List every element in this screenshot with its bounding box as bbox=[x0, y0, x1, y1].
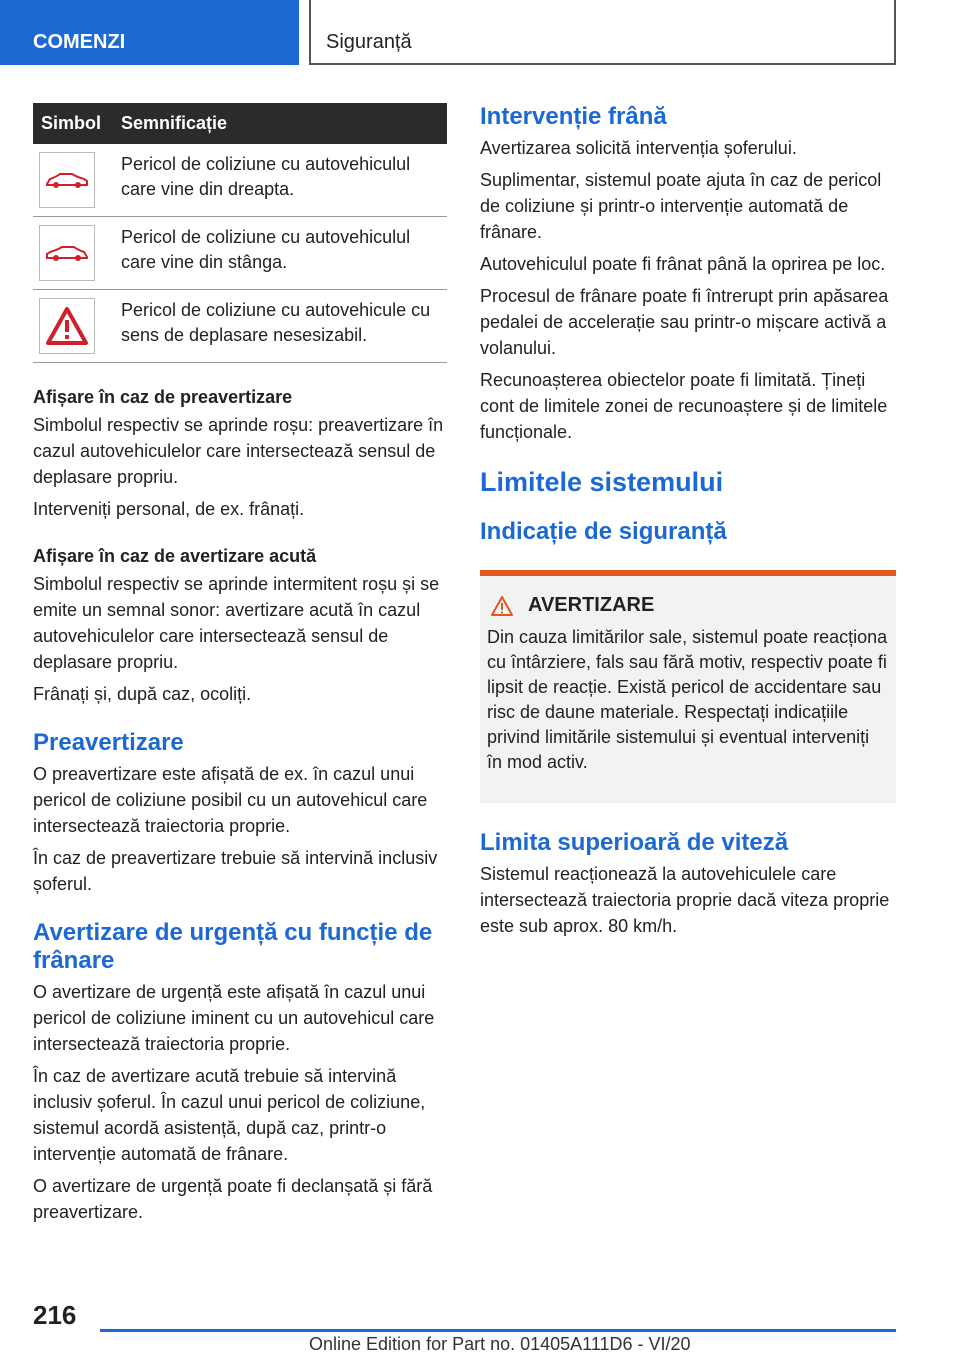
subheading-acute-display: Afișare în caz de avertizare acută bbox=[33, 546, 317, 566]
paragraph: O preavertizare este afișată de ex. în cazul unui pericol de coliziune posibil cu un autovehicul care intersectează traiectoria proprie. bbox=[33, 764, 428, 836]
table-row bbox=[33, 144, 447, 217]
paragraph: Simbolul respectiv se aprinde roșu: preavertizare în cazul autovehiculelor care intersectează sensul de deplasare propriu. bbox=[33, 415, 444, 487]
paragraph: În caz de avertizare acută trebuie să intervină inclusiv șoferul. În cazul unui pericol de coliziune, sistemul acordă asistență, după caz, printr-o intervenție automată de frânare. bbox=[33, 1066, 426, 1164]
paragraph: Frânați și, după caz, ocoliți. bbox=[33, 684, 252, 704]
car-right-icon bbox=[39, 152, 95, 208]
paragraph: O avertizare de urgență este afișată în cazul unui pericol de coliziune iminent cu un autovehicul care intersectează traiectoria proprie. bbox=[33, 982, 435, 1054]
paragraph: Procesul de frânare poate fi întrerupt prin apăsarea pedalei de accelerație sau printr-o mișcare activă a volanului. bbox=[480, 286, 889, 358]
paragraph: Simbolul respectiv se aprinde intermitent roșu și se emite un semnal sonor: avertizare acută în cazul autovehiculelor care intersectează sensul de deplasare propriu. bbox=[33, 574, 440, 672]
warning-title: AVERTIZARE bbox=[528, 594, 655, 616]
left-column bbox=[33, 103, 447, 1231]
col-meaning-header: Semnificație bbox=[121, 103, 447, 144]
chapter-title: Siguranță bbox=[311, 0, 896, 65]
table-row bbox=[33, 217, 447, 290]
subheading-preavertizare-display: Afișare în caz de preavertizare bbox=[33, 387, 293, 407]
warning-triangle-icon bbox=[490, 595, 514, 617]
paragraph: Interveniți personal, de ex. frânați. bbox=[33, 499, 305, 519]
col-symbol-header: Simbol bbox=[33, 103, 121, 144]
table-cell-meaning: Pericol de coliziune cu autovehiculul care vine din stânga. bbox=[121, 217, 447, 290]
heading-urgent-warning: Avertizare de urgență cu funcție de frânare bbox=[33, 919, 433, 974]
heading-system-limits: Limitele sistemului bbox=[480, 467, 724, 497]
heading-preavertizare: Preavertizare bbox=[33, 729, 184, 756]
paragraph: O avertizare de urgență poate fi declanșată și fără preavertizare. bbox=[33, 1176, 433, 1222]
paragraph: Suplimentar, sistemul poate ajuta în caz de pericol de coliziune și printr-o intervenție automată de frânare. bbox=[480, 170, 882, 242]
heading-brake-intervention: Intervenție frână bbox=[480, 103, 667, 130]
heading-safety-note: Indicație de siguranță bbox=[480, 518, 727, 545]
table-cell-meaning: Pericol de coliziune cu autovehicule cu sens de deplasare nesesizabil. bbox=[121, 290, 447, 363]
page-number: 216 bbox=[33, 1300, 77, 1330]
car-left-icon bbox=[39, 225, 95, 281]
warning-text: Din cauza limitărilor sale, sistemul poate reacționa cu întârziere, fals sau fără motiv, respectiv poate fi lipsit de reacție. Există pericol de accidentare sau risc de daune materiale. Respectați indicațiile privind limitările sistemului și eventual interveniți în mod activ. bbox=[487, 627, 888, 772]
paragraph: Recunoașterea obiectelor poate fi limitată. Țineți cont de limitele zonei de recunoaștere și de limitele funcționale. bbox=[480, 370, 888, 442]
heading-speed-limit: Limita superioară de viteză bbox=[480, 829, 789, 856]
paragraph: Sistemul reacționează la autovehiculele care intersectează traiectoria proprie dacă viteza proprie este sub aprox. 80 km/h. bbox=[480, 864, 890, 936]
footer-edition: Online Edition for Part no. 01405A111D6 - VI/20 bbox=[309, 1334, 691, 1354]
right-column bbox=[480, 103, 896, 945]
section-tab: COMENZI bbox=[0, 0, 299, 65]
paragraph: În caz de preavertizare trebuie să intervină inclusiv șoferul. bbox=[33, 848, 438, 894]
table-cell-meaning: Pericol de coliziune cu autovehiculul care vine din dreapta. bbox=[121, 144, 447, 217]
table-row bbox=[33, 290, 447, 363]
warning-box bbox=[480, 570, 896, 803]
paragraph: Autovehiculul poate fi frânat până la oprirea pe loc. bbox=[480, 254, 886, 274]
symbol-table bbox=[33, 103, 447, 363]
footer-divider bbox=[100, 1329, 896, 1332]
warning-triangle-icon bbox=[39, 298, 95, 354]
paragraph: Avertizarea solicită intervenția șoferului. bbox=[480, 138, 797, 158]
